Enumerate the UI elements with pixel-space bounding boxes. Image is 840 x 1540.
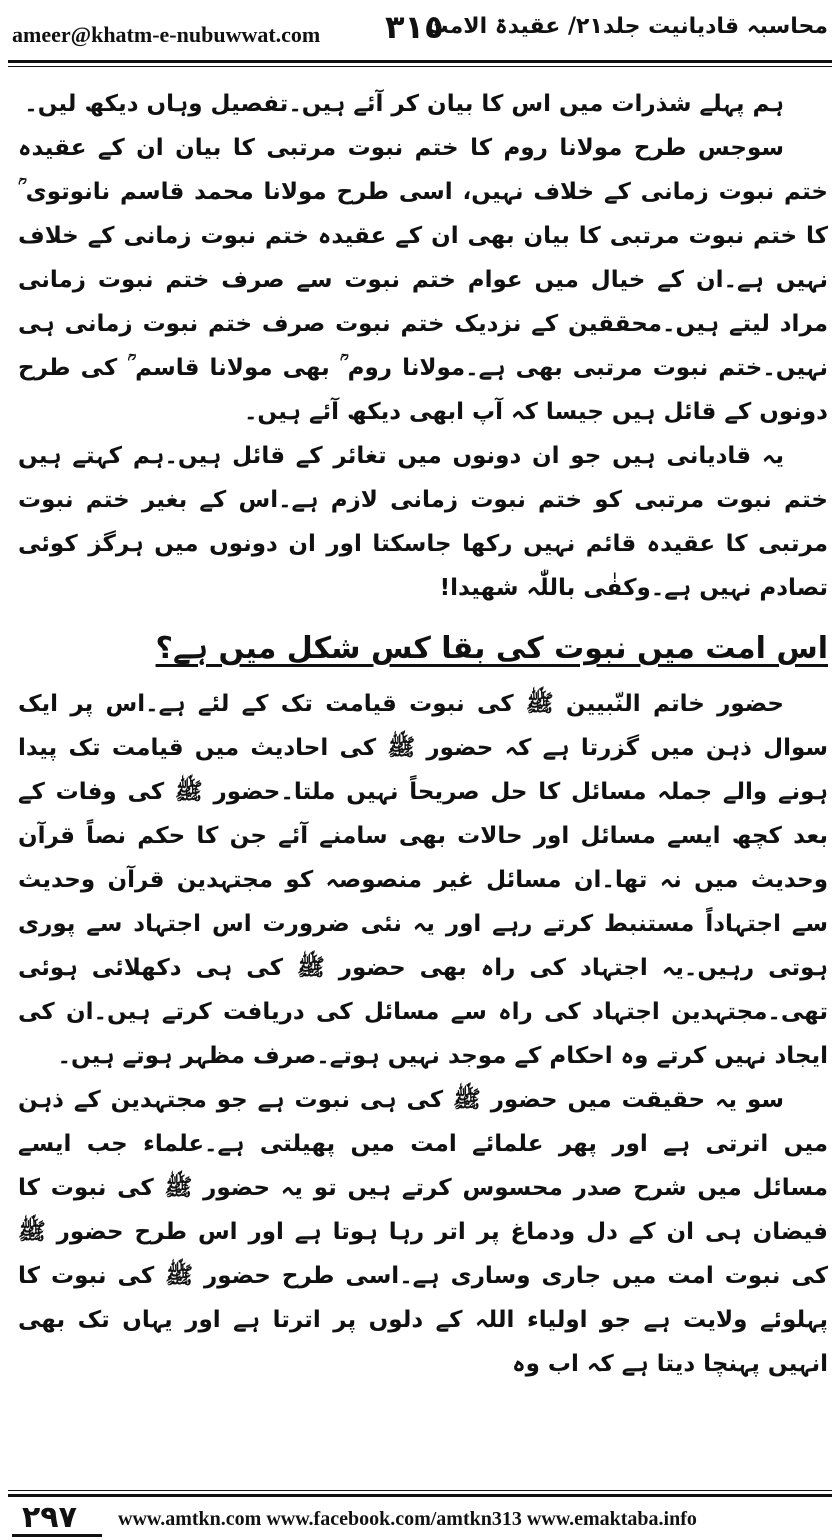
paragraph-3: یہ قادیانی ہیں جو ان دونوں میں تغائر کے قائل ہیں۔ہم کہتے ہیں ختم نبوت مرتبی کو ختم نبوت زمانی لازم ہے۔اس کے بغیر ختم نبوت مرتبی کا عقیدہ قائم نہیں رکھا جاسکتا اور ان دونوں میں ہرگز کوئی تصادم نہیں ہے۔وکفٰی باللّٰہ شھیدا! <box>18 443 828 601</box>
paragraph-1: ہم پہلے شذرات میں اس کا بیان کر آئے ہیں۔تفصیل وہاں دیکھ لیں۔ <box>24 91 784 117</box>
footer-rule-thin <box>8 1490 832 1491</box>
page-header <box>0 0 840 62</box>
footer-page-number: ۲۹۷ <box>22 1500 77 1535</box>
page-footer <box>0 1500 840 1540</box>
section-paragraph-1: حضور خاتم النّبیین ﷺ کی نبوت قیامت تک کے لئے ہے۔اس پر ایک سوال ذہن میں گزرتا ہے کہ حضور ﷺ کی احادیث میں قیامت تک پیدا ہونے والے جملہ مسائل کا حل صریحاً نہیں ملتا۔حضور ﷺ کی وفات کے بعد کچھ ایسے مسائل اور حالات بھی سامنے آئے جن کا حکم نصاً قرآن وحدیث میں نہ تھا۔ان مسائل غیر منصوصہ کو مجتہدین قرآن وحدیث سے اجتہاداً مستنبط کرتے رہے اور یہ نئی ضرورت اس اجتہاد سے پوری ہوتی رہیں۔یہ اجتہاد کی راہ بھی حضور ﷺ کی ہی دکھلائی ہوئی تھی۔مجتہدین اجتہاد کی راہ سے مسائل کی دریافت کرتے ہیں۔ان کی ایجاد نہیں کرتے وہ احکام کے موجد نہیں ہوتے۔صرف مظہر ہوتے ہیں۔ <box>18 691 828 1069</box>
footer-rule-thick <box>8 1494 832 1497</box>
section-heading: اس امت میں نبوت کی بقا کس شکل میں ہے؟ <box>155 631 828 666</box>
header-rule-thin <box>8 66 832 67</box>
header-email: ameer@khatm-e-nubuwwat.com <box>12 22 321 47</box>
header-rule-thick <box>8 60 832 63</box>
header-book-title: محاسبہ قادیانیت جلد۲۱/ عقیدۃ الامت <box>426 14 828 39</box>
section-paragraph-2: سو یہ حقیقت میں حضور ﷺ کی ہی نبوت ہے جو مجتہدین کے ذہن میں اترتی ہے اور پھر علمائے امت میں پھیلتی ہے۔علماء جب ایسے مسائل میں شرح صدر محسوس کرتے ہیں تو یہ حضور ﷺ کی نبوت کا فیضان ہی ان کے دل ودماغ پر اتر رہا ہوتا ہے اور اس طرح حضور ﷺ کی نبوت امت میں جاری وساری ہے۔اسی طرح حضور ﷺ کی نبوت کا پہلوئے ولایت ہے جو اولیاء اللہ کے دلوں پر اترتا ہے اور یہاں تک بھی انہیں پہنچا دیتا ہے کہ اب وہ <box>18 1087 828 1377</box>
footer-urls[interactable]: www.amtkn.com www.facebook.com/amtkn313 www.emaktaba.info <box>118 1508 697 1530</box>
page-body <box>18 82 828 1386</box>
paragraph-2: سوجس طرح مولانا روم کا ختم نبوت مرتبی کا بیان ان کے عقیدہ ختم نبوت زمانی کے خلاف نہیں، اسی طرح مولانا محمد قاسم نانوتوی ؒ کا ختم نبوت مرتبی کا بیان بھی ان کے عقیدہ ختم نبوت زمانی کے خلاف نہیں ہے۔ان کے خیال میں عوام ختم نبوت سے صرف ختم نبوت زمانی مراد لیتے ہیں۔محققین کے نزدیک ختم نبوت صرف ختم نبوت زمانی ہی نہیں۔ختم نبوت مرتبی بھی ہے۔مولانا روم ؒ بھی مولانا قاسم ؒ کی طرح دونوں کے قائل ہیں جیسا کہ آپ ابھی دیکھ آئے ہیں۔ <box>18 135 828 425</box>
header-page-number: ٣١٥ <box>385 8 444 46</box>
